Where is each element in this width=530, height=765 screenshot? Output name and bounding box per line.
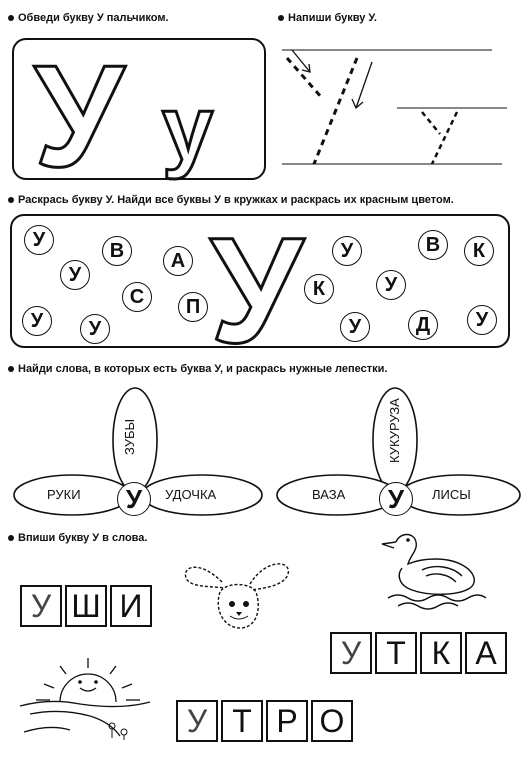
letter-cell: О <box>311 700 353 742</box>
circle-letter[interactable]: У <box>60 260 90 290</box>
bullet-icon <box>8 197 14 203</box>
flower-center: У <box>117 482 151 516</box>
task-write <box>278 12 377 24</box>
circle-letter[interactable]: У <box>80 314 110 344</box>
circle-letter[interactable]: С <box>122 282 152 312</box>
circle-letter[interactable]: П <box>178 292 208 322</box>
circle-letter[interactable]: У <box>22 306 52 336</box>
circle-letter[interactable]: А <box>163 246 193 276</box>
bullet-icon <box>8 366 14 372</box>
circle-letter[interactable]: У <box>332 236 362 266</box>
trace-letter-upper: У <box>34 35 125 197</box>
letter-cell: Т <box>221 700 263 742</box>
circle-letter[interactable]: У <box>340 312 370 342</box>
letter-cell: Т <box>375 632 417 674</box>
letter-cell[interactable]: У <box>176 700 218 742</box>
letter-cell[interactable]: У <box>20 585 62 627</box>
task-find-words-text: Найди слова, в которых есть буква У, и раскрась нужные лепестки. <box>18 363 388 375</box>
petal-label-top: КУКУРУЗА <box>387 398 402 463</box>
task-fill-in <box>8 532 147 544</box>
task-find-words <box>8 363 387 375</box>
word-utro <box>176 700 356 742</box>
letter-cell[interactable]: У <box>330 632 372 674</box>
letter-cell: Ш <box>65 585 107 627</box>
dashed-letter-small <box>422 112 457 164</box>
petal-label-left: ВАЗА <box>312 487 346 502</box>
circle-letter[interactable]: Д <box>408 310 438 340</box>
bullet-icon <box>278 15 284 21</box>
trace-letters <box>12 35 262 197</box>
svg-text:У: У <box>210 206 304 374</box>
petal-label-top: ЗУБЫ <box>122 418 137 455</box>
circle-letter[interactable]: В <box>418 230 448 260</box>
word-ushi <box>20 585 155 627</box>
task-color <box>8 194 454 206</box>
petal-label-right: УДОЧКА <box>165 487 217 502</box>
bunny-icon <box>180 552 300 632</box>
circle-letter[interactable]: У <box>24 225 54 255</box>
circle-letter[interactable]: В <box>102 236 132 266</box>
task-color-text: Раскрась букву У. Найди все буквы У в кружках и раскрась их красным цветом. <box>18 194 454 206</box>
petal-label-right: ЛИСЫ <box>432 487 471 502</box>
circle-letter[interactable]: У <box>467 305 497 335</box>
letter-cell: К <box>420 632 462 674</box>
bullet-icon <box>8 15 14 21</box>
word-utka <box>330 632 510 674</box>
sunrise-icon <box>20 652 150 742</box>
bullet-icon <box>8 535 14 541</box>
trace-letter-lower: у <box>162 78 214 180</box>
letter-cell: Р <box>266 700 308 742</box>
task-fill-in-text: Впиши букву У в слова. <box>18 532 148 544</box>
task-write-text: Напиши букву У. <box>288 12 377 24</box>
dashed-letter-large <box>287 58 357 164</box>
letter-cell: И <box>110 585 152 627</box>
circle-letter[interactable]: У <box>376 270 406 300</box>
circle-letter[interactable]: К <box>304 274 334 304</box>
duck-icon <box>378 530 488 610</box>
petal-label-left: РУКИ <box>47 487 81 502</box>
task-trace-text: Обведи букву У пальчиком. <box>18 12 169 24</box>
circle-letter[interactable]: К <box>464 236 494 266</box>
task-trace <box>8 12 169 24</box>
writing-area <box>282 36 522 186</box>
flower-center: У <box>379 482 413 516</box>
letter-cell: А <box>465 632 507 674</box>
